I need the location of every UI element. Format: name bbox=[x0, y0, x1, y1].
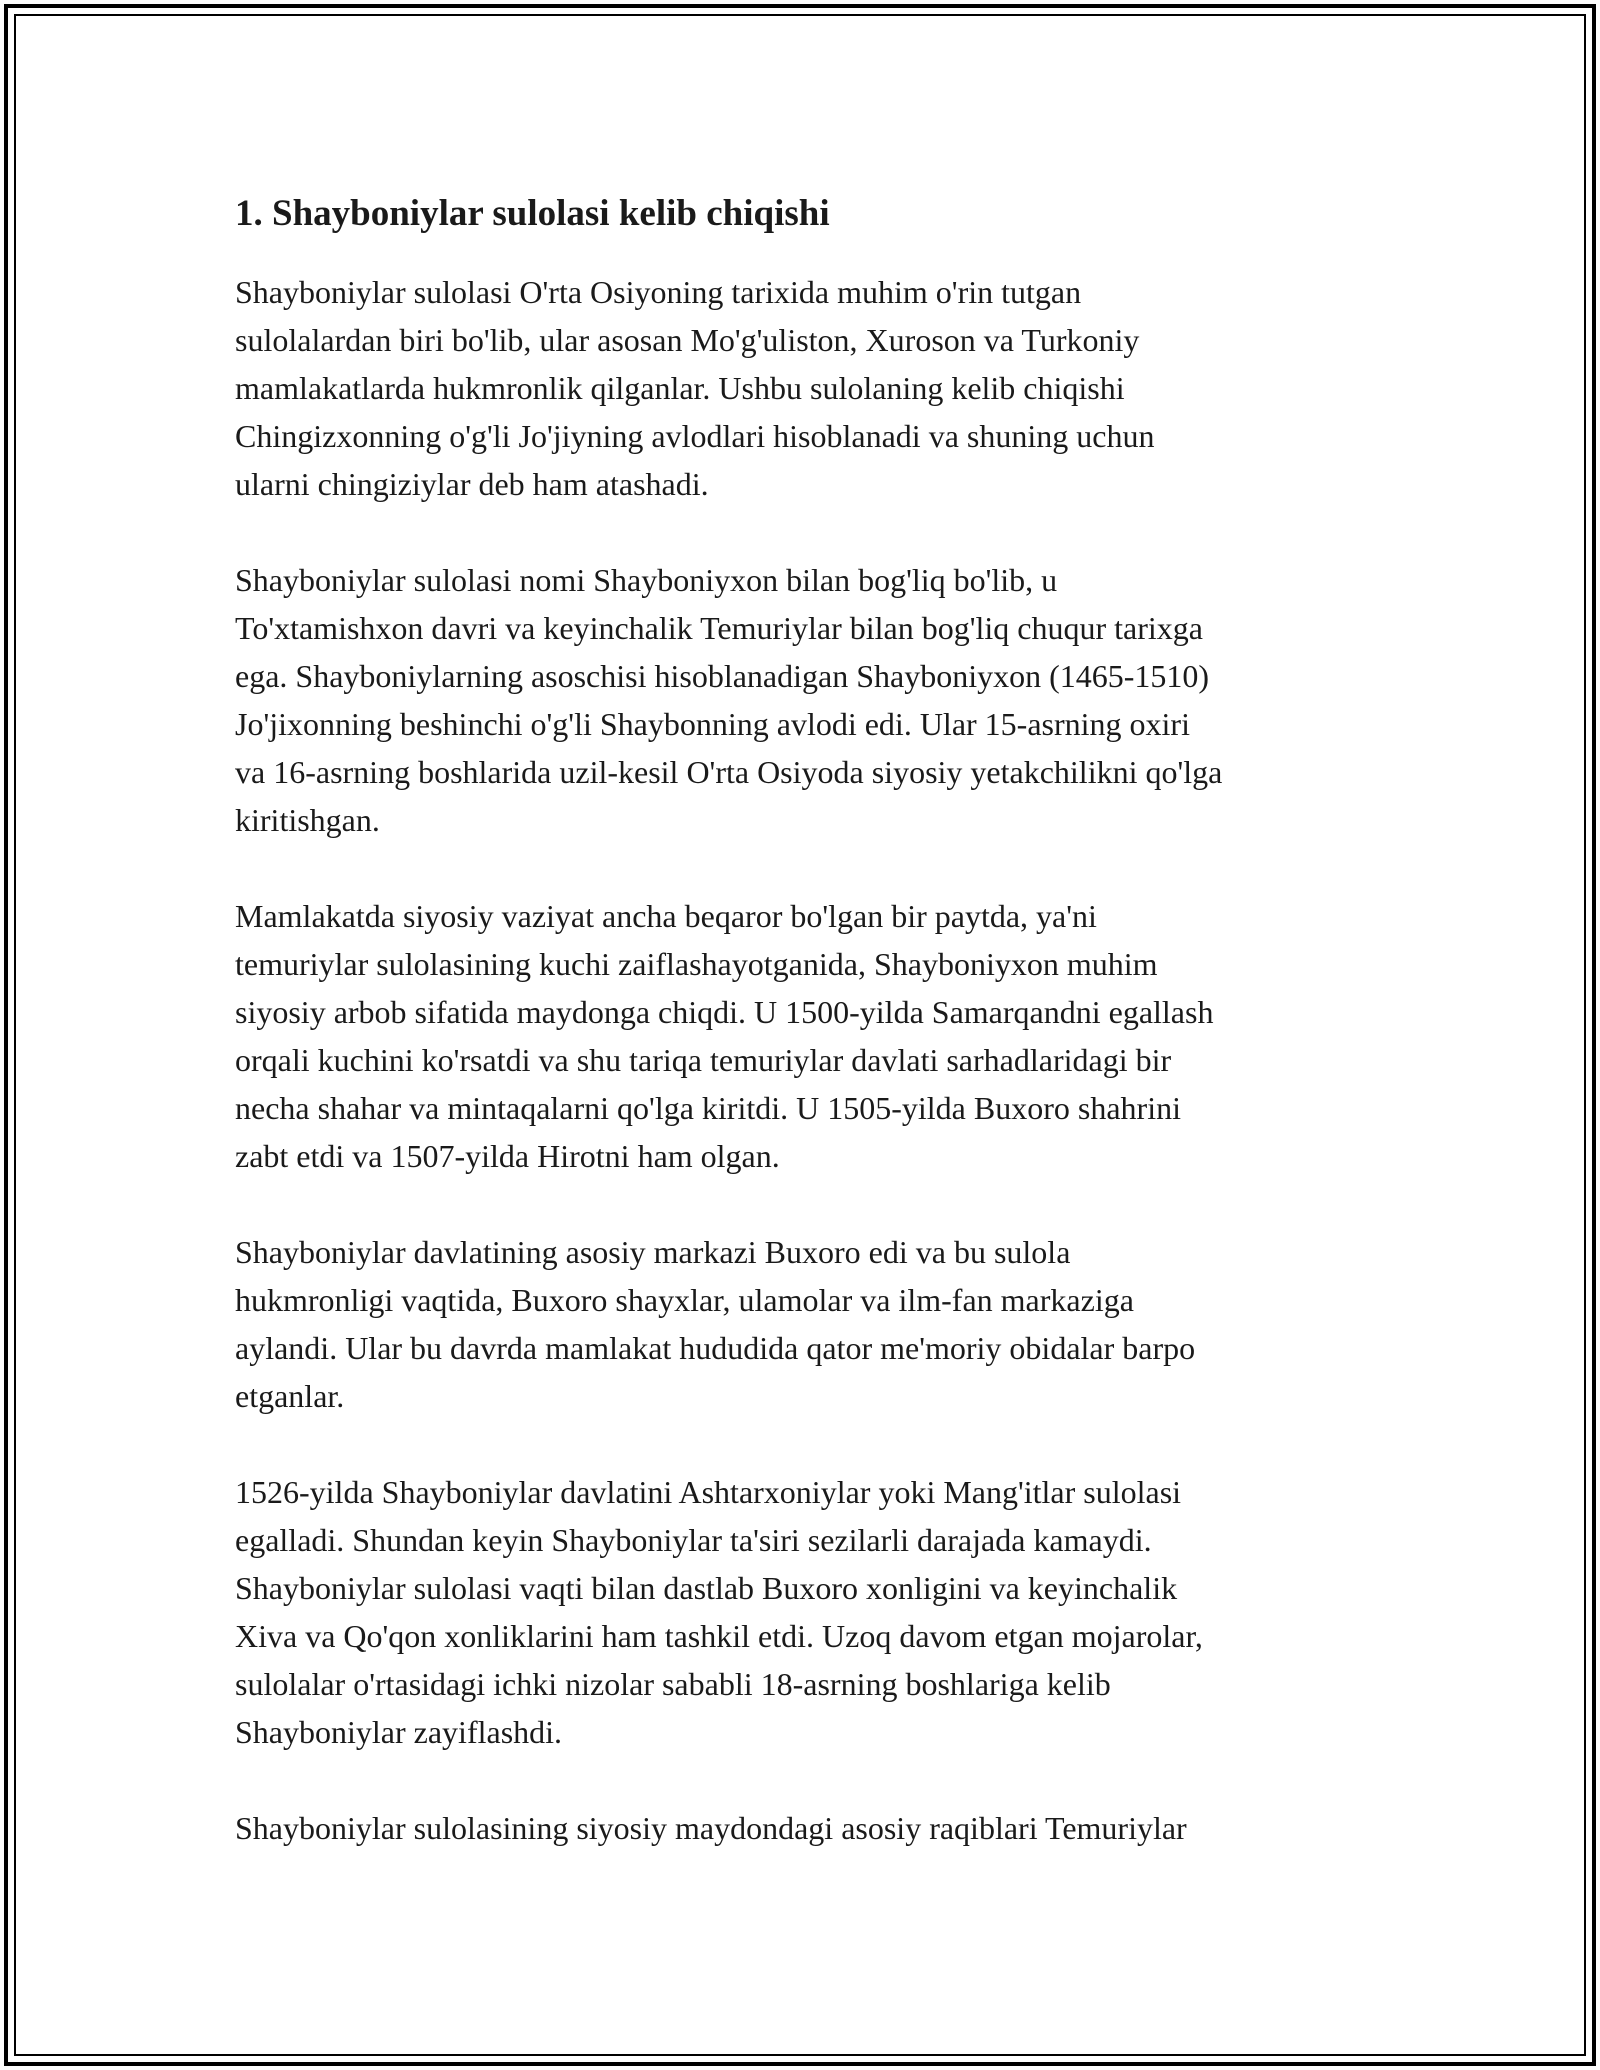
paragraph-2: Shayboniylar sulolasi nomi Shayboniyxon bilan bog'liq bo'lib, u To'xtamishxon davri va keyinchalik Temuriylar bilan bog'liq chuqur tarixga ega. Shayboniylarning asoschisi hisoblanadigan Shayboniyxon (1465-1510) Jo'jixonning beshinchi o'g'li Shaybonning avlodi edi. Ular 15-asrning oxiri va 16-asrning boshlarida uzil-kesil O'rta Osiyoda siyosiy yetakchilikni qo'lga kiritishgan. bbox=[235, 562, 1223, 838]
paragraph-3: Mamlakatda siyosiy vaziyat ancha beqaror bo'lgan bir paytda, ya'ni temuriylar sulolasining kuchi zaiflashayotganida, Shayboniyxon muhim siyosiy arbob sifatida maydonga chiqdi. U 1500-yilda Samarqandni egallash orqali kuchini ko'rsatdi va shu tariqa temuriylar davlati sarhadlaridagi bir necha shahar va mintaqalarni qo'lga kiritdi. U 1505-yilda Buxoro shahrini zabt etdi va 1507-yilda Hirotni ham olgan. bbox=[235, 898, 1214, 1174]
document-body bbox=[235, 190, 1385, 1900]
paragraph-1: Shayboniylar sulolasi O'rta Osiyoning tarixida muhim o'rin tutgan sulolalardan biri bo'lib, ular asosan Mo'g'uliston, Xuroson va Turkoniy mamlakatlarda hukmronlik qilganlar. Ushbu sulolaning kelib chiqishi Chingizxonning o'g'li Jo'jiyning avlodlari hisoblanadi va shuning uchun ularni chingiziylar deb ham atashadi. bbox=[235, 274, 1155, 502]
paragraph-4: Shayboniylar davlatining asosiy markazi Buxoro edi va bu sulola hukmronligi vaqtida, Buxoro shayxlar, ulamolar va ilm-fan markaziga aylandi. Ular bu davrda mamlakat hududida qator me'moriy obidalar barpo etganlar. bbox=[235, 1234, 1196, 1414]
section-heading: 1. Shayboniylar sulolasi kelib chiqishi bbox=[235, 193, 830, 234]
paragraph-6: Shayboniylar sulolasining siyosiy maydondagi asosiy raqiblari Temuriylar bbox=[235, 1810, 1187, 1846]
paragraph-5: 1526-yilda Shayboniylar davlatini Ashtarxoniylar yoki Mang'itlar sulolasi egalladi. Shundan keyin Shayboniylar ta'siri sezilarli darajada kamaydi. Shayboniylar sulolasi vaqti bilan dastlab Buxoro xonligini va keyinchalik Xiva va Qo'qon xonliklarini ham tashkil etdi. Uzoq davom etgan mojarolar, sulolalar o'rtasidagi ichki nizolar sababli 18-asrning boshlariga kelib Shayboniylar zayiflashdi. bbox=[235, 1474, 1203, 1750]
